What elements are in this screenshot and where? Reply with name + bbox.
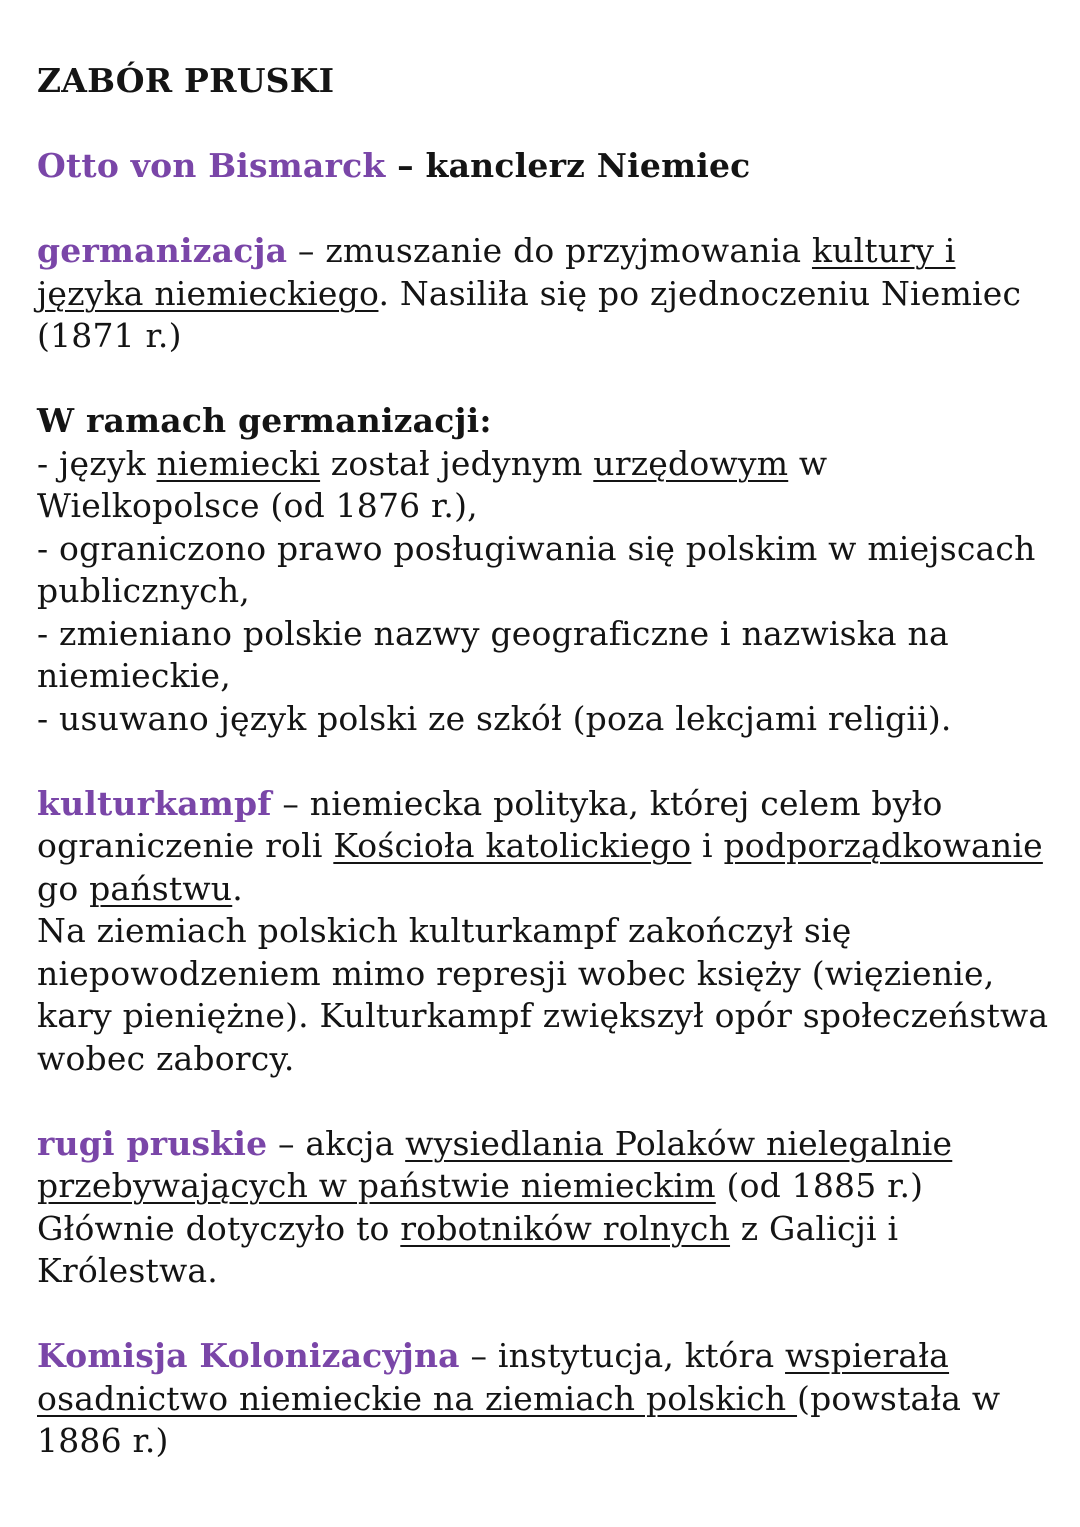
- list-item: - usuwano język polski ze szkół (poza lekcjami religii).: [37, 698, 952, 738]
- term-germanizacja: germanizacja: [37, 231, 288, 270]
- underlined-phrase: podporządkowanie: [723, 826, 1043, 865]
- underlined-phrase: wspierała osadnictwo niemieckie na ziemiach polskich: [37, 1336, 950, 1418]
- komisja-definition: [37, 1335, 1057, 1463]
- item-text: został jedynym: [320, 443, 594, 483]
- item-text: w Wielkopolsce (od 1876 r.),: [37, 443, 828, 525]
- page-title: ZABÓR PRUSKI: [37, 61, 335, 100]
- list-heading: W ramach germanizacji:: [37, 401, 492, 440]
- definition-text: (powstała w 1886 r.): [37, 1378, 1001, 1460]
- bismarck-description: – kanclerz Niemiec: [385, 146, 751, 185]
- underlined-phrase: wysiedlania Polaków nielegalnie przebywających w państwie niemieckim: [37, 1123, 953, 1205]
- spacer: [37, 103, 1057, 146]
- germanizacja-definition: [37, 230, 1057, 358]
- spacer: [37, 358, 1057, 401]
- definition-text: – zmuszanie do przyjmowania: [287, 231, 812, 270]
- term-komisja-kolonizacyjna: Komisja Kolonizacyjna: [37, 1336, 460, 1375]
- underlined-phrase: urzędowym: [593, 443, 789, 483]
- list-item: [37, 443, 1057, 528]
- definition-text: – instytucja, która: [459, 1336, 786, 1375]
- term-kulturkampf: kulturkampf: [37, 783, 272, 823]
- note-page: [37, 60, 1057, 1463]
- definition-text: . Nasiliła się po zjednoczeniu Niemiec (1871 r.): [37, 273, 1022, 355]
- definition-text: go: [37, 868, 90, 908]
- spacer: [37, 1293, 1057, 1336]
- underlined-phrase: robotników rolnych: [400, 1208, 731, 1248]
- item-text: - język: [37, 443, 157, 483]
- bismarck-definition: [37, 145, 1057, 188]
- underlined-phrase: niemiecki: [156, 443, 321, 483]
- definition-text: – akcja: [267, 1123, 406, 1163]
- definition-text: – niemiecka polityka, której celem było ograniczenie roli: [37, 783, 943, 865]
- definition-text: (od 1885 r.) Głównie dotyczyło to: [37, 1166, 924, 1248]
- definition-text: i: [691, 826, 724, 865]
- list-item: - zmieniano polskie nazwy geograficzne i nazwiska na niemieckie,: [37, 613, 949, 695]
- definition-text: .: [232, 868, 243, 908]
- definition-text: z Galicji i Królestwa.: [37, 1208, 899, 1290]
- spacer: [37, 188, 1057, 231]
- kulturkampf-definition: [37, 783, 1057, 911]
- germanizacja-list: [37, 400, 1057, 740]
- spacer: [37, 740, 1057, 783]
- underlined-phrase: Kościoła katolickiego: [333, 826, 692, 865]
- term-rugi-pruskie: rugi pruskie: [37, 1123, 268, 1163]
- kulturkampf-outcome: Na ziemiach polskich kulturkampf zakończył się niepowodzeniem mimo represji wobec księży (więzienie, kary pieniężne). Kulturkampf zwiększył opór społeczeństwa wobec zaborcy.: [37, 911, 1049, 1078]
- spacer: [37, 1080, 1057, 1123]
- list-item: - ograniczono prawo posługiwania się polskim w miejscach publicznych,: [37, 528, 1036, 610]
- rugi-definition: [37, 1123, 1057, 1293]
- underlined-phrase: kultury i języka niemieckiego: [37, 231, 956, 313]
- underlined-phrase: państwu: [89, 868, 233, 908]
- term-bismarck: Otto von Bismarck: [37, 146, 386, 185]
